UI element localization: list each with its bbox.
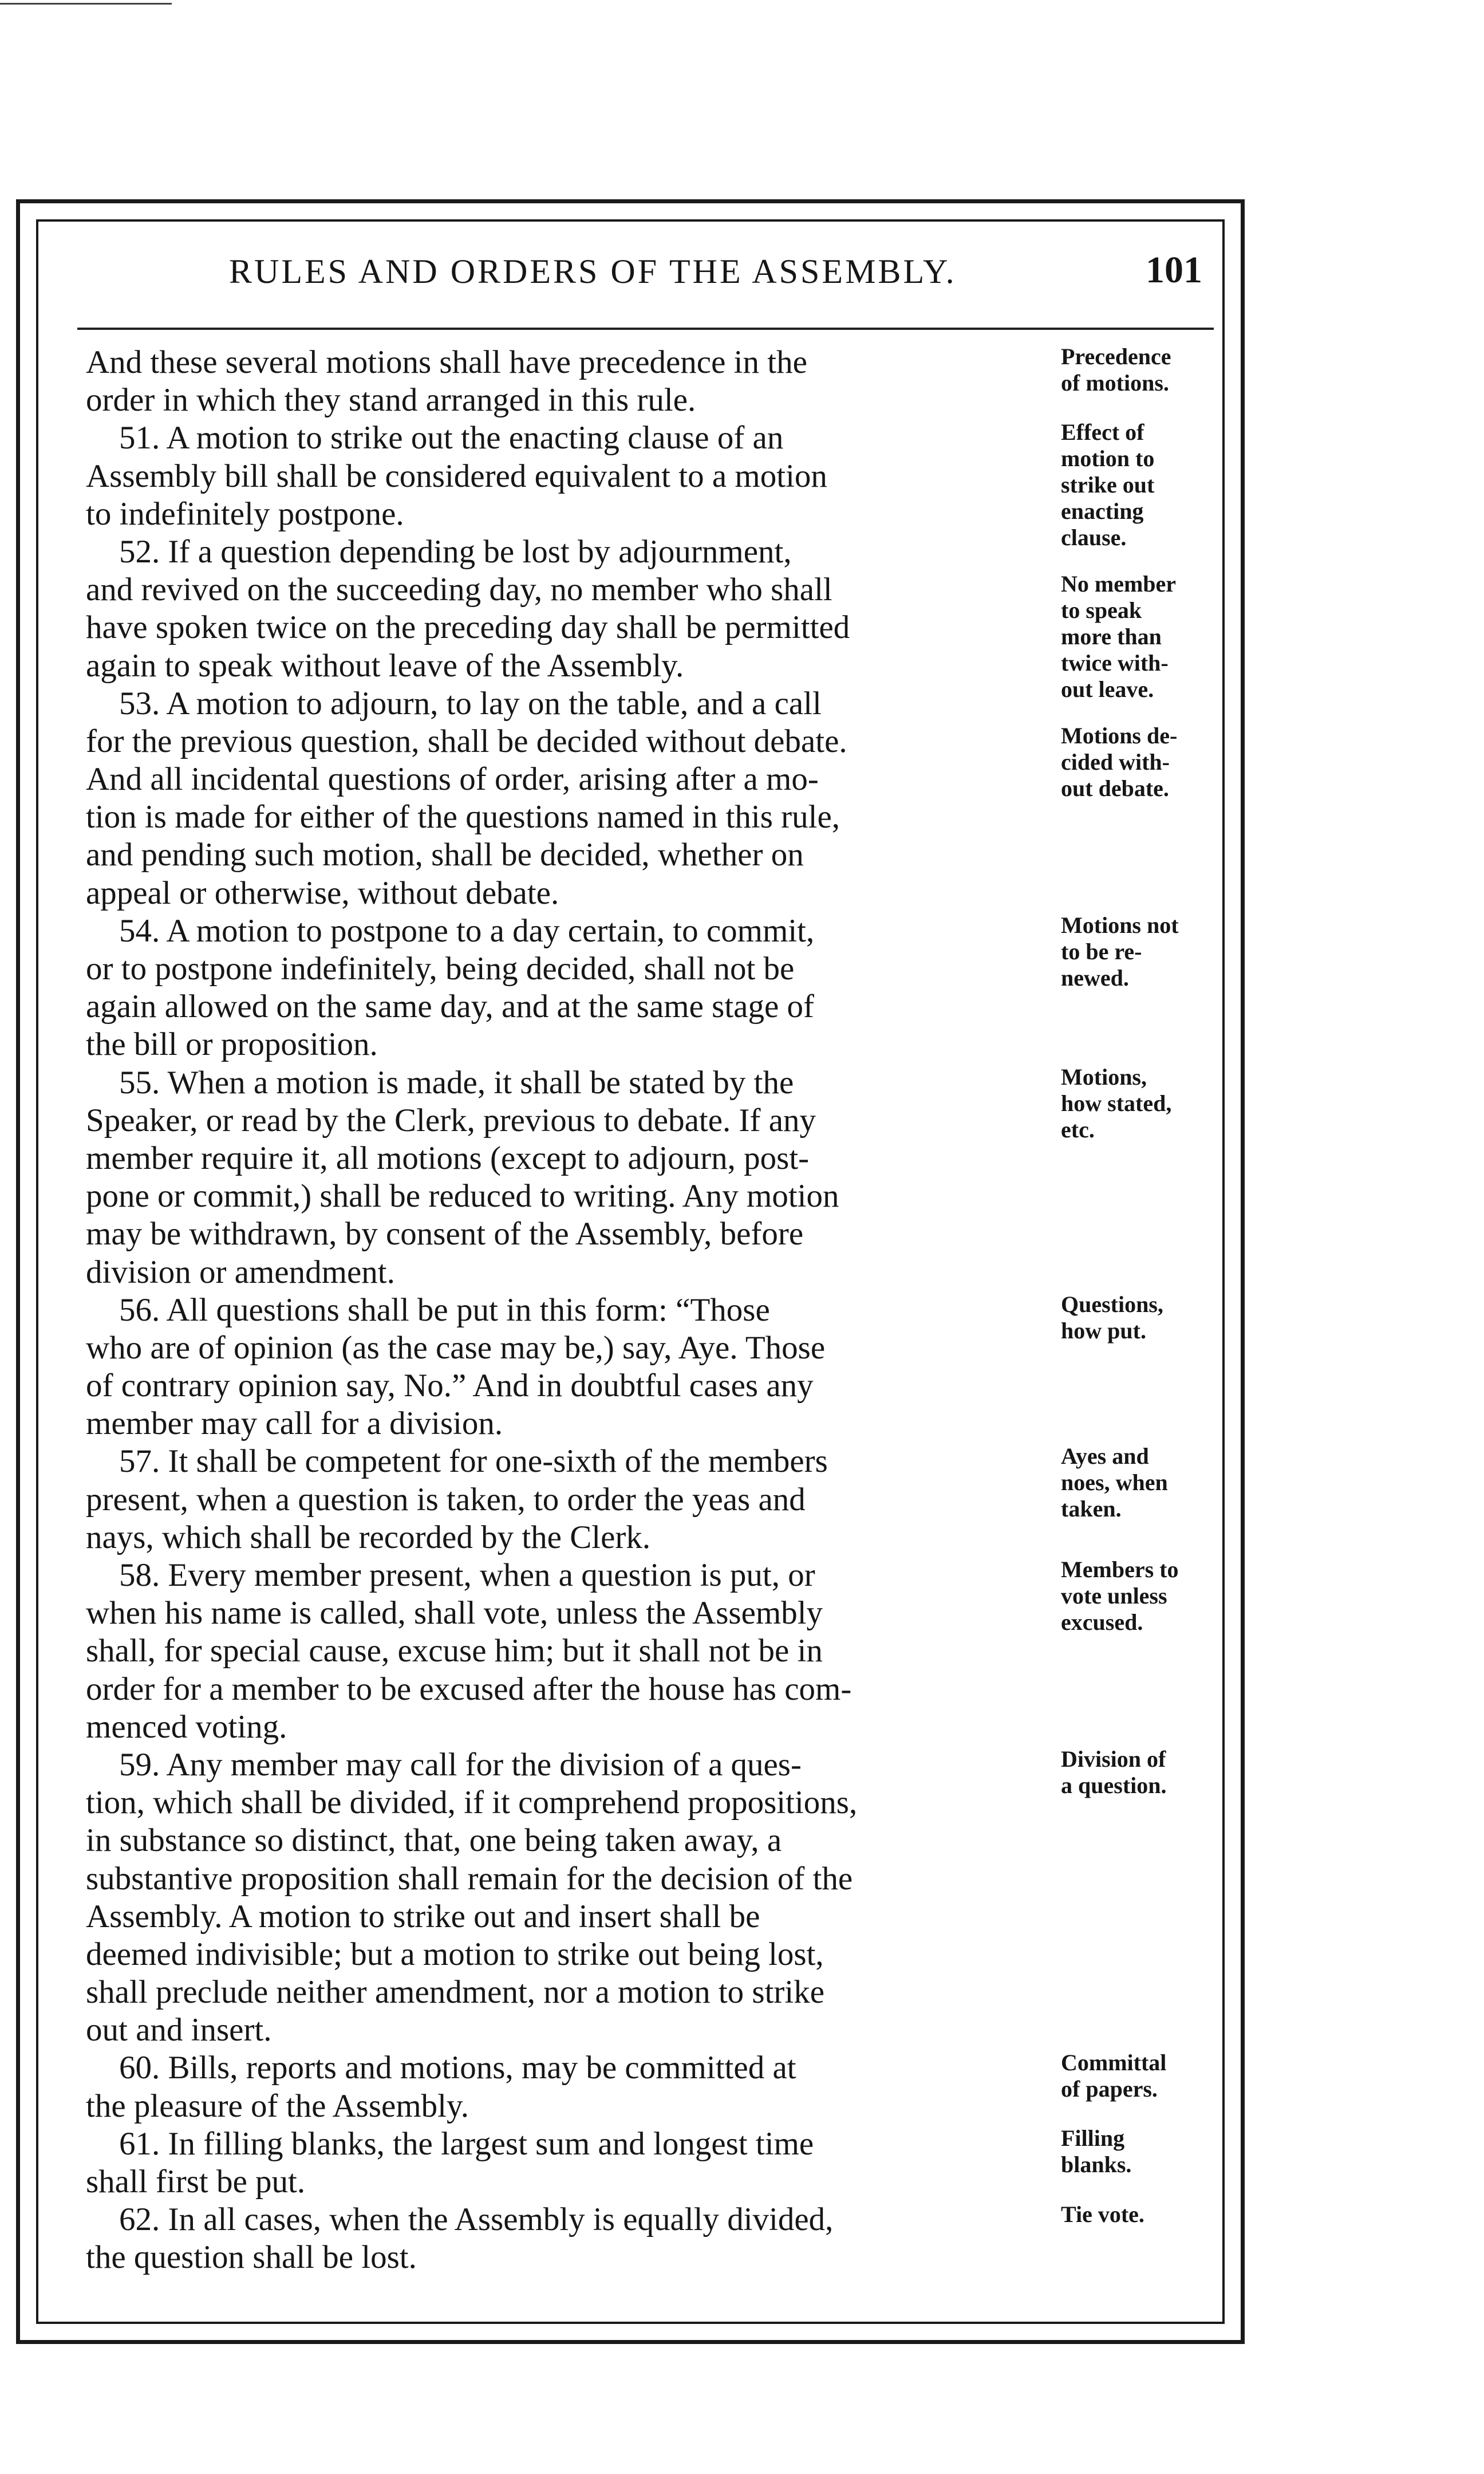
body-text-line: shall preclude neither amendment, nor a motion to strike [86,1974,825,2011]
body-text-line: Assembly bill shall be considered equivalent to a motion [86,458,827,494]
body-text-line: tion, which shall be divided, if it comprehend propositions, [86,1784,858,1821]
margin-note-line: twice with- [1061,650,1169,676]
body-text-line: order in which they stand arranged in this rule. [86,382,696,419]
margin-note [1061,2201,1144,2228]
margin-note-line: Division of [1061,1746,1166,1772]
body-text-line: And all incidental questions of order, arising after a mo- [86,761,819,798]
body-text-line: of contrary opinion say, No.” And in doubtful cases any [86,1368,814,1404]
margin-note-line: motion to [1061,446,1155,472]
body-text-line: and revived on the succeeding day, no member who shall [86,572,832,608]
body-text-line: have spoken twice on the preceding day shall be permitted [86,609,850,646]
margin-note-line: Filling [1061,2125,1125,2152]
body-text-line: member require it, all motions (except to adjourn, post- [86,1140,810,1176]
margin-note-line: Ayes and [1061,1443,1149,1469]
margin-note-line: etc. [1061,1116,1095,1143]
body-text-line: present, when a question is taken, to order the yeas and [86,1481,806,1518]
margin-note-line: Precedence [1061,344,1171,369]
margin-note-line: Motions not [1061,912,1179,938]
top-edge-rule [0,3,172,5]
body-text-line: 54. A motion to postpone to a day certain, to commit, [119,912,815,949]
body-text-line: pone or commit,) shall be reduced to writing. Any motion [86,1178,839,1215]
body-text-line: 61. In filling blanks, the largest sum and longest time [119,2125,814,2162]
margin-note-line: vote unless [1061,1583,1167,1609]
margin-note-line: Motions de- [1061,723,1178,748]
margin-note-line: to be re- [1061,939,1142,964]
body-text-line: 60. Bills, reports and motions, may be committed at [119,2050,796,2086]
margin-note-line: strike out [1061,472,1155,498]
margin-note-line: clause. [1061,525,1127,551]
margin-note-line: blanks. [1061,2152,1132,2178]
body-text-line: 55. When a motion is made, it shall be stated by the [119,1064,794,1101]
header-rule [77,328,1214,330]
margin-note [1061,1291,1163,1344]
body-text-line: and pending such motion, shall be decided, whether on [86,837,804,873]
body-text-line: shall first be put. [86,2164,306,2200]
body-text-line: And these several motions shall have precedence in the [86,344,807,380]
body-text-line: tion is made for either of the questions named in this rule, [86,799,840,836]
body-text-line: 58. Every member present, when a question is put, or [119,1557,815,1593]
margin-note-line: to speak [1061,597,1142,624]
margin-note-line: excused. [1061,1609,1143,1636]
margin-note-line: enacting [1061,498,1144,525]
margin-note [1061,2050,1166,2102]
body-text-line: order for a member to be excused after the house has com- [86,1671,852,1707]
body-text-line: may be withdrawn, by consent of the Assembly, before [86,1216,804,1252]
body-text-line: who are of opinion (as the case may be,) say, Aye. Those [86,1329,826,1366]
page-header [229,241,1202,304]
running-title: RULES AND ORDERS OF THE ASSEMBLY. [229,253,957,290]
margin-note-line: out leave. [1061,676,1154,703]
body-text-line: 59. Any member may call for the division of a ques- [119,1746,802,1783]
margin-note [1061,344,1171,396]
body-text-line: when his name is called, shall vote, unless the Assembly [86,1595,823,1632]
body-text-line: division or amendment. [86,1254,395,1290]
margin-note-line: Questions, [1061,1291,1163,1317]
body-text-line: the bill or proposition. [86,1026,378,1063]
margin-note-line: how put. [1061,1318,1146,1344]
margin-note-line: how stated, [1061,1090,1172,1116]
margin-note-line: taken. [1061,1495,1122,1522]
body-text-line: again allowed on the same day, and at the same stage of [86,988,815,1025]
body-text-line: appeal or otherwise, without debate. [86,874,559,911]
margin-note-line: Tie vote. [1061,2201,1144,2227]
margin-note-line: newed. [1061,965,1129,991]
body-text-line: for the previous question, shall be decided without debate. [86,723,847,759]
margin-note-line: Committal [1061,2050,1167,2075]
body-text-line: 57. It shall be competent for one-sixth of the members [119,1443,828,1480]
body-text-line: out and insert. [86,2012,272,2048]
body-text-line: again to speak without leave of the Assembly. [86,647,684,684]
margin-note [1061,912,1179,991]
body-text-line: deemed indivisible; but a motion to strike out being lost, [86,1936,824,1972]
margin-note-line: of papers. [1061,2076,1158,2102]
body-text-line: 52. If a question depending be lost by adjournment, [119,533,792,570]
body-text-line: 53. A motion to adjourn, to lay on the table, and a call [119,685,822,722]
page-number: 101 [1146,249,1202,291]
body-text-line: to indefinitely postpone. [86,495,404,532]
margin-note-line: noes, when [1061,1469,1168,1495]
body-text-line: 62. In all cases, when the Assembly is equally divided, [119,2201,834,2238]
body-text-line: Assembly. A motion to strike out and insert shall be [86,1898,760,1935]
margin-note [1061,571,1176,703]
body-text-line: member may call for a division. [86,1405,503,1442]
margin-note-line: more than [1061,624,1162,650]
body-text-line: shall, for special cause, excuse him; but it shall not be in [86,1633,823,1669]
body-text-line: substantive proposition shall remain for the decision of the [86,1860,853,1897]
body-text-line: in substance so distinct, that, one being taken away, a [86,1822,782,1859]
margin-note [1061,1557,1178,1636]
body-text-line: 51. A motion to strike out the enacting clause of an [119,420,784,456]
margin-note-line: out debate. [1061,775,1169,801]
body-text-line: Speaker, or read by the Clerk, previous to debate. If any [86,1102,816,1138]
body-text-line: menced voting. [86,1708,287,1745]
margin-note-line: Members to [1061,1557,1179,1583]
margin-note-line: of motions. [1061,370,1169,396]
margin-note [1061,1064,1171,1143]
body-text-line: nays, which shall be recorded by the Clerk. [86,1519,651,1555]
body-text-line: 56. All questions shall be put in this form: “Those [119,1291,770,1328]
margin-note-line: Motions, [1061,1063,1147,1090]
margin-note [1061,723,1177,802]
margin-note [1061,1746,1167,1799]
margin-note-line: Effect of [1061,419,1144,446]
margin-note-line: a question. [1061,1772,1167,1799]
body-text-line: the pleasure of the Assembly. [86,2087,469,2124]
margin-note-line: cided with- [1061,749,1170,775]
body-text-line: the question shall be lost. [86,2239,417,2276]
margin-note [1061,419,1154,551]
body-text-line: or to postpone indefinitely, being decided, shall not be [86,951,795,987]
margin-note [1061,2125,1131,2178]
body-text-column [86,344,1059,2277]
margin-note [1061,1443,1168,1522]
margin-note-line: No member [1061,571,1177,597]
